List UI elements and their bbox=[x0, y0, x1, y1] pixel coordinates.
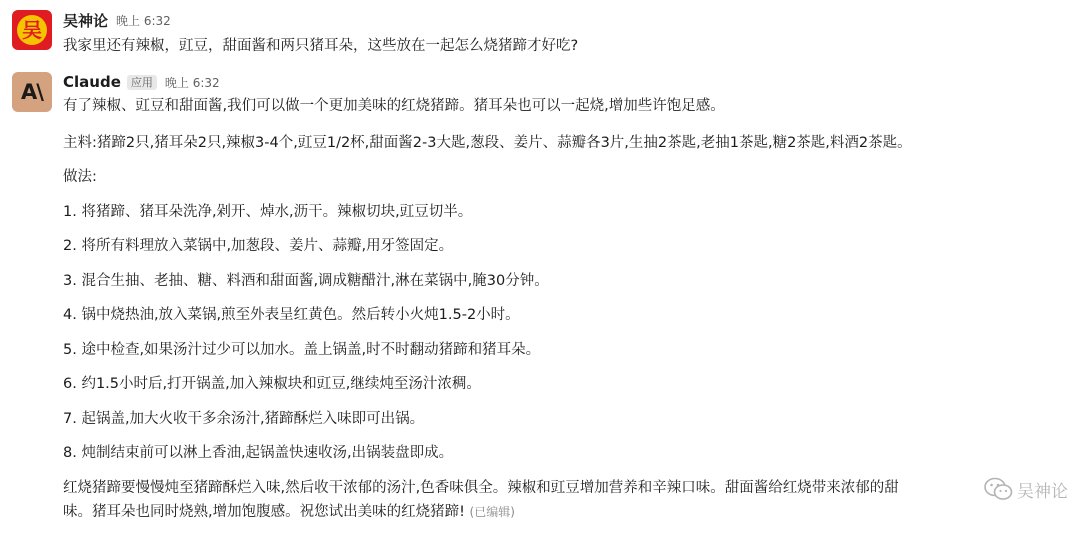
summary-text: 味。猪耳朵也同时烧熟,增加饱腹感。祝您试出美味的红烧猪蹄! bbox=[63, 504, 465, 520]
message-text: 我家里还有辣椒，豇豆，甜面酱和两只猪耳朵，这些放在一起怎么烧猪蹄才好吃? bbox=[63, 38, 579, 54]
app-badge: 应用 bbox=[127, 75, 157, 90]
step-2: 2. 将所有料理放入菜锅中,加葱段、姜片、蒜瓣,用牙签固定。 bbox=[63, 238, 454, 254]
timestamp[interactable]: 晚上 6:32 bbox=[116, 13, 171, 28]
step-7: 7. 起锅盖,加大火收干多余汤汁,猪蹄酥烂入味即可出锅。 bbox=[63, 411, 425, 427]
summary-line-1: 红烧猪蹄要慢慢炖至猪蹄酥烂入味,然后收干浓郁的汤汁,色香味俱全。辣椒和豇豆增加营养和辛辣口味。甜面酱给红烧带来浓郁的甜 bbox=[63, 480, 899, 496]
claude-avatar[interactable] bbox=[12, 72, 52, 112]
message-bot bbox=[12, 72, 1072, 532]
step-6: 6. 约1.5小时后,打开锅盖,加入辣椒块和豇豆,继续炖至汤汁浓稠。 bbox=[63, 376, 481, 392]
user-avatar-glyph: 吴 bbox=[17, 15, 47, 45]
step-4: 4. 锅中烧热油,放入菜锅,煎至外表呈红黄色。然后转小火炖1.5-2小时。 bbox=[63, 307, 520, 323]
claude-logo-icon: A\ bbox=[21, 80, 43, 104]
step-5: 5. 途中检查,如果汤汁过少可以加水。盖上锅盖,时不时翻动猪蹄和猪耳朵。 bbox=[63, 342, 541, 358]
timestamp[interactable]: 晚上 6:32 bbox=[164, 75, 220, 90]
reply-intro: 有了辣椒、豇豆和甜面酱,我们可以做一个更加美味的红烧猪蹄。猪耳朵也可以一起烧,增加些许饱足感。 bbox=[63, 98, 725, 114]
message-header bbox=[63, 10, 171, 30]
method-heading: 做法: bbox=[63, 169, 97, 185]
message-header bbox=[63, 72, 220, 92]
step-1: 1. 将猪蹄、猪耳朵洗净,剁开、焯水,沥干。辣椒切块,豇豆切半。 bbox=[63, 204, 473, 220]
user-avatar[interactable] bbox=[12, 10, 52, 50]
sender-name[interactable]: Claude bbox=[63, 73, 121, 91]
sender-name[interactable]: 吴神论 bbox=[63, 11, 109, 30]
summary-line-2 bbox=[63, 502, 515, 522]
step-3: 3. 混合生抽、老抽、糖、料酒和甜面酱,调成糖醋汁,淋在菜锅中,腌30分钟。 bbox=[63, 273, 549, 289]
watermark-text: 吴神论 bbox=[1017, 481, 1068, 502]
ingredients: 主料:猪蹄2只,猪耳朵2只,辣椒3-4个,豇豆1/2杯,甜面酱2-3大匙,葱段、姜片、蒜瓣各3片,生抽2茶匙,老抽1茶匙,糖2茶匙,料酒2茶匙。 bbox=[63, 135, 912, 151]
edited-label: (已编辑) bbox=[469, 505, 515, 519]
step-8: 8. 炖制结束前可以淋上香油,起锅盖快速收汤,出锅装盘即成。 bbox=[63, 445, 454, 461]
message-user bbox=[12, 10, 1072, 60]
